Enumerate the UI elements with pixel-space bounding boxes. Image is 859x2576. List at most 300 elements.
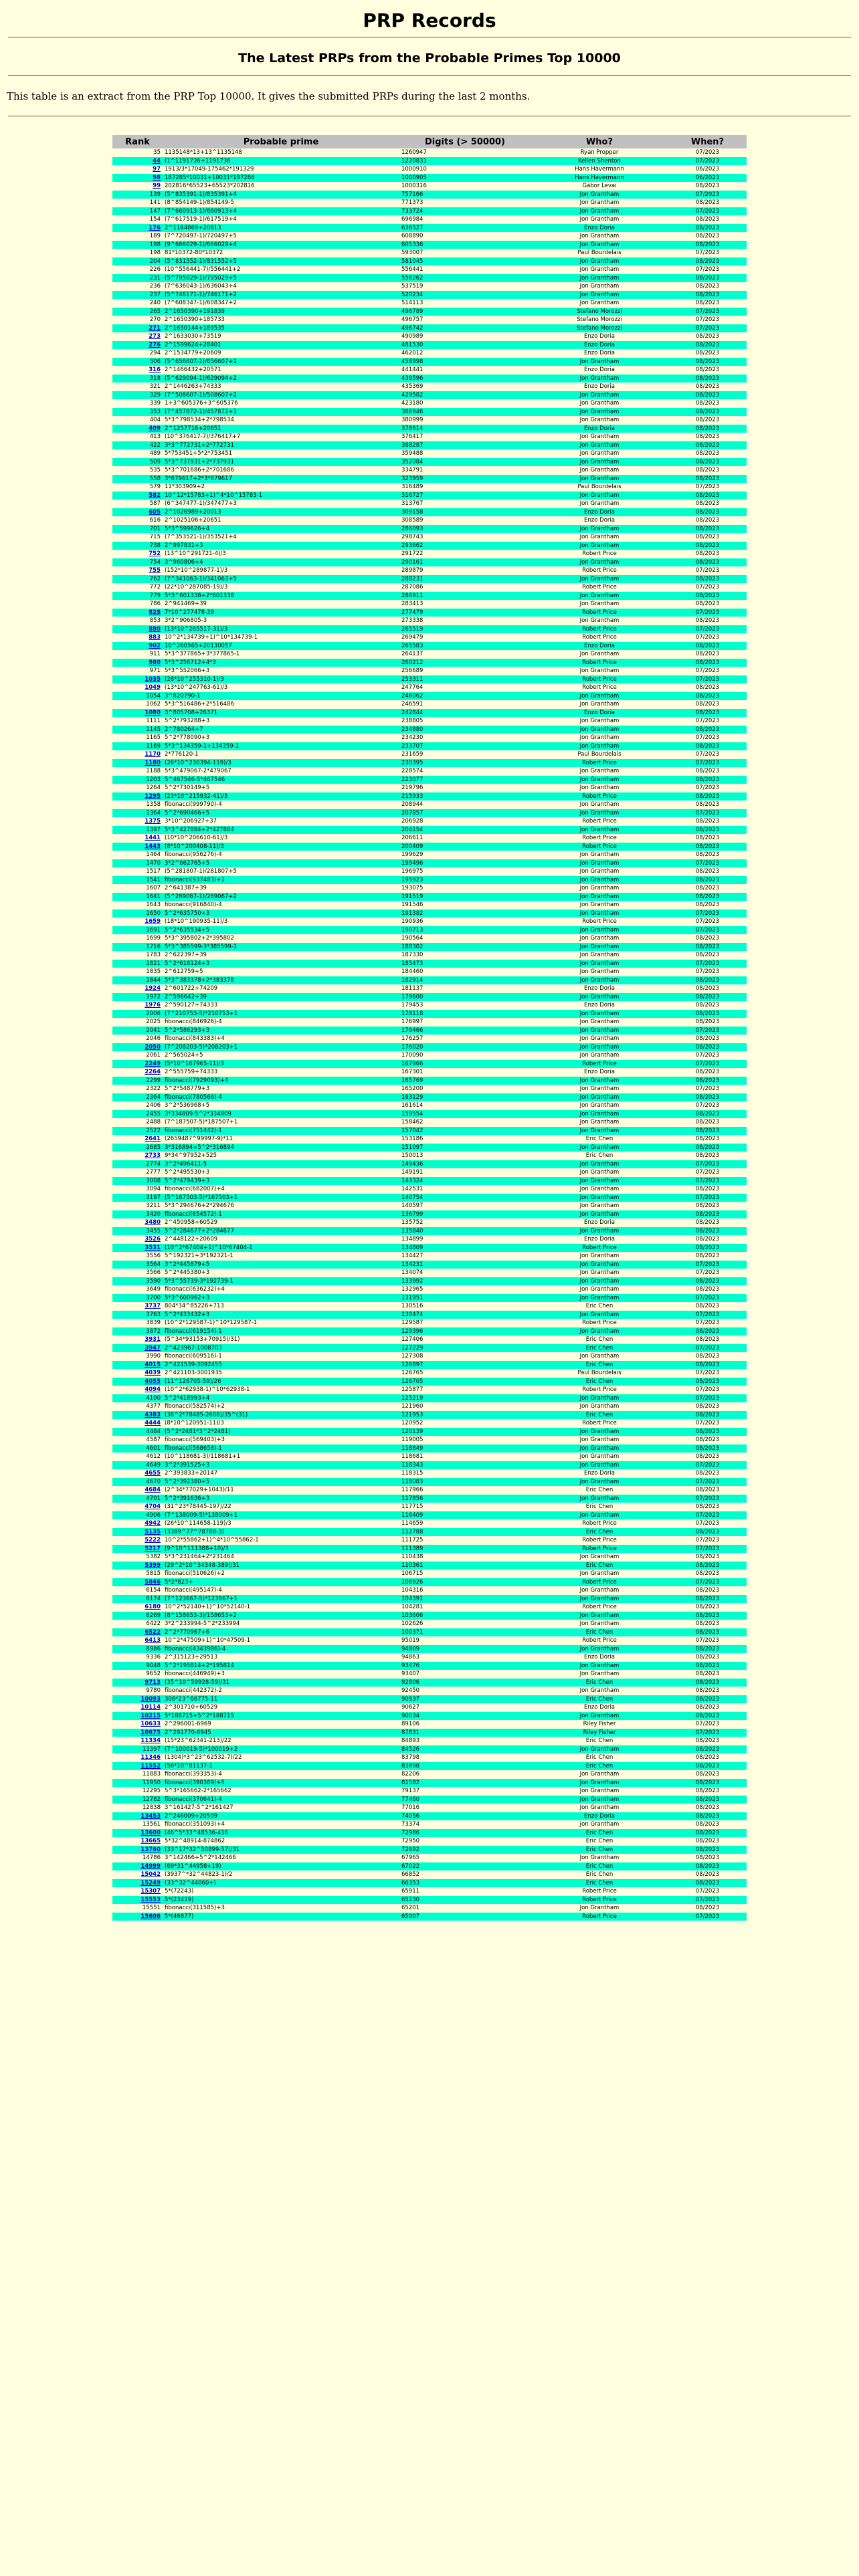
when-cell: 07/2023 [668, 566, 747, 575]
rank-cell[interactable] [112, 550, 163, 558]
rank-cell[interactable] [112, 1636, 163, 1645]
rank-cell[interactable] [112, 792, 163, 801]
rank-link[interactable]: 5399 [145, 1562, 161, 1569]
rank-link[interactable]: 1924 [145, 985, 161, 992]
rank-cell[interactable] [112, 492, 163, 500]
rank-link[interactable]: 2050 [145, 1043, 161, 1051]
rank-link[interactable]: 5222 [145, 1537, 161, 1543]
rank-cell[interactable] [112, 1695, 163, 1704]
rank-cell[interactable] [112, 1737, 163, 1745]
rank-cell[interactable] [112, 224, 163, 233]
when-cell: 08/2023 [668, 1018, 747, 1027]
when-cell: 07/2023 [668, 809, 747, 818]
rank-cell[interactable] [112, 1001, 163, 1010]
when-cell: 07/2023 [668, 1578, 747, 1587]
rank-link[interactable]: 271 [149, 324, 161, 332]
rank-cell[interactable] [112, 1369, 163, 1378]
rank-cell[interactable] [112, 675, 163, 684]
when-cell: 08/2023 [668, 867, 747, 876]
rank-link[interactable]: 4704 [145, 1503, 161, 1510]
when-cell: 07/2023 [668, 750, 747, 759]
when-cell: 08/2023 [668, 1837, 747, 1846]
rank-cell[interactable] [112, 1812, 163, 1821]
rank-cell: 1844 [112, 976, 163, 985]
digits-cell: 93407 [399, 1670, 531, 1679]
digits-cell: 496742 [399, 324, 531, 333]
rank-link[interactable]: 828 [149, 609, 161, 616]
rank-cell: 4484 [112, 1428, 163, 1436]
prime-cell: 3*2^233994-5^2*233994 [163, 1620, 399, 1628]
rank-cell[interactable] [112, 642, 163, 651]
digits-cell: 121960 [399, 1402, 531, 1411]
table-row [112, 1904, 747, 1913]
who-cell: Jon Grantham [531, 525, 668, 534]
rank-link[interactable]: 1443 [145, 843, 161, 850]
who-cell: Paul Bourdelais [531, 750, 668, 759]
rank-link[interactable]: 3480 [145, 1219, 161, 1226]
rank-cell[interactable] [112, 843, 163, 851]
when-cell: 08/2023 [668, 1712, 747, 1721]
when-cell: 08/2023 [668, 525, 747, 534]
when-cell: 07/2023 [668, 1194, 747, 1202]
rank-link[interactable]: 4383 [145, 1411, 161, 1418]
rank-link[interactable]: 4039 [145, 1370, 161, 1376]
digits-cell: 110361 [399, 1562, 531, 1570]
rank-cell[interactable] [112, 1235, 163, 1244]
rank-link[interactable]: 5217 [145, 1545, 161, 1552]
digits-cell: 253311 [399, 675, 531, 684]
rank-link[interactable]: 4684 [145, 1487, 161, 1493]
prime-cell: (7^508607-1)/508607+2 [163, 391, 399, 400]
rank-cell[interactable] [112, 1335, 163, 1344]
who-cell: Jon Grantham [531, 408, 668, 417]
rank-cell[interactable] [112, 750, 163, 759]
digits-cell: 134231 [399, 1261, 531, 1269]
who-cell: Robert Price [531, 1319, 668, 1327]
table-row [112, 1361, 747, 1370]
digits-cell: 66852 [399, 1870, 531, 1879]
rank-link[interactable]: 4444 [145, 1420, 161, 1426]
digits-cell: 378614 [399, 425, 531, 433]
rank-link[interactable]: 176 [149, 224, 161, 231]
rank-link[interactable]: 3531 [145, 1244, 161, 1251]
rank-link[interactable]: 11334 [140, 1737, 161, 1744]
prime-cell: 2^1633030+73519 [163, 332, 399, 341]
digits-cell: 1000316 [399, 182, 531, 191]
rank-link[interactable]: 582 [149, 492, 161, 499]
rank-link[interactable]: 4015 [145, 1361, 161, 1368]
prime-cell: 5*3^377865+3*377865-1 [163, 650, 399, 659]
digits-cell: 144324 [399, 1177, 531, 1186]
rank-cell[interactable] [112, 508, 163, 517]
who-cell: Jon Grantham [531, 884, 668, 893]
table-row [112, 1519, 747, 1528]
when-cell: 08/2023 [668, 934, 747, 943]
who-cell: Jon Grantham [531, 951, 668, 960]
rank-cell[interactable] [112, 659, 163, 667]
table-row [112, 625, 747, 634]
who-cell: Jon Grantham [531, 449, 668, 458]
rank-link[interactable]: 2249 [145, 1060, 161, 1067]
prime-cell: 5*3^599626+4 [163, 525, 399, 534]
rank-cell[interactable] [112, 1896, 163, 1905]
rank-link[interactable]: 2641 [145, 1136, 161, 1142]
rank-link[interactable]: 883 [149, 634, 161, 641]
rank-link[interactable]: 15042 [140, 1871, 161, 1878]
rank-link[interactable]: 14999 [140, 1862, 161, 1870]
rank-cell: 4100 [112, 1394, 163, 1403]
rank-link[interactable]: 15249 [140, 1879, 161, 1887]
rank-link[interactable]: 902 [149, 642, 161, 649]
rank-link[interactable]: 13665 [140, 1838, 161, 1844]
prime-cell: (15*23^62341-213)/22 [163, 1737, 399, 1745]
prime-cell: (8*10^120951-11)/3 [163, 1419, 399, 1428]
rank-link[interactable]: 1049 [145, 684, 161, 691]
rank-link[interactable]: 1441 [145, 835, 161, 841]
who-cell: Jon Grantham [531, 1043, 668, 1052]
rank-cell[interactable] [112, 1720, 163, 1729]
table-row [112, 533, 747, 542]
rank-cell[interactable] [112, 817, 163, 826]
table-row [112, 207, 747, 216]
rank-link[interactable]: 3947 [145, 1344, 161, 1352]
digits-cell: 636527 [399, 224, 531, 233]
col-who: Who? [531, 135, 668, 148]
rank-link[interactable]: 11552 [140, 1762, 161, 1769]
rank-cell[interactable] [112, 1679, 163, 1687]
rank-cell[interactable] [112, 1729, 163, 1737]
rank-link[interactable]: 98 [153, 174, 161, 181]
rank-link[interactable]: 15553 [140, 1896, 161, 1903]
digits-cell: 386946 [399, 408, 531, 417]
when-cell: 08/2023 [668, 1870, 747, 1879]
rank-cell[interactable] [112, 1846, 163, 1854]
rank-cell[interactable] [112, 1829, 163, 1838]
rank-cell: 12782 [112, 1796, 163, 1804]
rank-cell[interactable] [112, 1603, 163, 1612]
who-cell: Jon Grantham [531, 215, 668, 224]
rank-link[interactable]: 13600 [140, 1829, 161, 1836]
rank-cell[interactable] [112, 566, 163, 575]
rank-link[interactable]: 6180 [145, 1604, 161, 1610]
digits-cell: 179600 [399, 993, 531, 1002]
digits-cell: 140597 [399, 1202, 531, 1210]
digits-cell: 496757 [399, 316, 531, 324]
prime-cell: 2^296001-6969 [163, 1720, 399, 1729]
digits-cell: 167301 [399, 1068, 531, 1077]
rank-cell[interactable] [112, 1043, 163, 1052]
prime-cell: (8^158653-3)/158653+2 [163, 1612, 399, 1620]
digits-cell: 66353 [399, 1879, 531, 1888]
table-row [112, 734, 747, 742]
digits-cell: 231659 [399, 750, 531, 759]
rank-link[interactable]: 1295 [145, 792, 161, 800]
who-cell: Jon Grantham [531, 976, 668, 985]
who-cell: Jon Grantham [531, 934, 668, 943]
prime-cell: 2^423967-1008703 [163, 1344, 399, 1353]
rank-link[interactable]: 4055 [145, 1378, 161, 1385]
rank-cell[interactable] [112, 425, 163, 433]
rank-cell[interactable] [112, 157, 163, 166]
table-row [112, 1770, 747, 1779]
prime-cell: (9^10^111388+10)/3 [163, 1545, 399, 1553]
when-cell: 08/2023 [668, 433, 747, 441]
rank-cell[interactable] [112, 1244, 163, 1253]
prime-cell: fibonacci(442372)-2 [163, 1687, 399, 1695]
rank-cell[interactable] [112, 165, 163, 174]
rank-link[interactable]: 605 [149, 508, 161, 516]
rank-link[interactable]: 2733 [145, 1152, 161, 1159]
who-cell: Jon Grantham [531, 1160, 668, 1169]
rank-cell[interactable] [112, 1753, 163, 1762]
digits-cell: 130516 [399, 1302, 531, 1311]
table-row [112, 1152, 747, 1160]
rank-cell[interactable] [112, 1411, 163, 1420]
table-row [112, 1311, 747, 1319]
rank-cell[interactable] [112, 1528, 163, 1537]
rank-cell[interactable] [112, 1378, 163, 1386]
rank-cell[interactable] [112, 1344, 163, 1353]
rank-link[interactable]: 10675 [140, 1729, 161, 1736]
rank-cell: 3872 [112, 1327, 163, 1336]
rank-link[interactable]: 15606 [140, 1913, 161, 1920]
digits-cell: 206611 [399, 834, 531, 843]
rank-link[interactable]: 1080 [145, 709, 161, 716]
rank-cell[interactable] [112, 1762, 163, 1771]
table-row [112, 1043, 747, 1052]
rank-cell[interactable] [112, 1913, 163, 1921]
rank-link[interactable]: 960 [149, 659, 161, 666]
rank-link[interactable]: 4942 [145, 1520, 161, 1527]
rank-link[interactable]: 1976 [145, 1002, 161, 1008]
rank-link[interactable]: 13760 [140, 1846, 161, 1853]
rank-link[interactable]: 5846 [145, 1578, 161, 1586]
rank-cell[interactable] [112, 1862, 163, 1871]
digits-cell: 316489 [399, 483, 531, 492]
rank-cell: 6154 [112, 1586, 163, 1595]
rank-link[interactable]: 1180 [145, 759, 161, 766]
digits-cell: 228574 [399, 767, 531, 776]
prime-cell: (10^2*67404+1)^10*67404-1 [163, 1244, 399, 1253]
digits-cell: 159554 [399, 1110, 531, 1119]
prime-cell: 5*3^601338+2*601338 [163, 592, 399, 601]
rank-cell[interactable] [112, 182, 163, 191]
when-cell: 08/2023 [668, 1679, 747, 1687]
rank-link[interactable]: 44 [153, 157, 161, 165]
prime-cell: (36^2*78485-2606)/35^(31) [163, 1411, 399, 1420]
rank-link[interactable]: 9713 [145, 1679, 161, 1686]
digits-cell: 130474 [399, 1311, 531, 1319]
who-cell: Jon Grantham [531, 776, 668, 784]
rank-link[interactable]: 10093 [140, 1695, 161, 1703]
rank-link[interactable]: 1659 [145, 918, 161, 925]
rank-cell[interactable] [112, 1703, 163, 1712]
rank-link[interactable]: 10215 [140, 1712, 161, 1719]
rank-cell[interactable] [112, 609, 163, 617]
digits-cell: 94809 [399, 1645, 531, 1654]
prime-cell: 10^2*55862+1)^4*10^55862-1 [163, 1536, 399, 1545]
prime-cell: 3^2*536968+5 [163, 1101, 399, 1110]
who-cell: Jon Grantham [531, 1252, 668, 1261]
rank-link[interactable]: 3526 [145, 1236, 161, 1243]
rank-link[interactable]: 99 [153, 183, 161, 189]
rank-cell[interactable] [112, 1152, 163, 1160]
rank-cell[interactable] [112, 625, 163, 634]
rank-cell[interactable] [112, 1712, 163, 1721]
rank-link[interactable]: 11346 [140, 1754, 161, 1761]
rank-cell: 353 [112, 408, 163, 417]
digits-cell: 293662 [399, 542, 531, 550]
rank-cell[interactable] [112, 1419, 163, 1428]
rank-link[interactable]: 1035 [145, 675, 161, 683]
prime-cell: (10^376417-7)/376417+7 [163, 433, 399, 441]
who-cell: Jon Grantham [531, 734, 668, 742]
rank-cell[interactable] [112, 984, 163, 993]
rank-cell[interactable] [112, 1519, 163, 1528]
when-cell: 08/2023 [668, 1093, 747, 1102]
digits-cell: 92450 [399, 1687, 531, 1695]
when-cell: 08/2023 [668, 466, 747, 475]
who-cell: Eric Chen [531, 1302, 668, 1311]
rank-link[interactable]: 13453 [140, 1812, 161, 1820]
who-cell: Jon Grantham [531, 1687, 668, 1695]
table-row [112, 1653, 747, 1662]
when-cell: 08/2023 [668, 1352, 747, 1361]
rank-cell[interactable] [112, 1879, 163, 1888]
rank-link[interactable]: 316 [149, 366, 161, 373]
rank-link[interactable]: 10114 [140, 1704, 161, 1711]
rank-cell[interactable] [112, 1545, 163, 1553]
digits-cell: 316727 [399, 492, 531, 500]
rank-cell[interactable] [112, 366, 163, 374]
rank-cell[interactable] [112, 1887, 163, 1896]
when-cell: 08/2023 [668, 1428, 747, 1436]
rank-cell[interactable] [112, 709, 163, 718]
rank-link[interactable]: 752 [149, 550, 161, 557]
when-cell: 07/2023 [668, 667, 747, 675]
when-cell: 08/2023 [668, 550, 747, 558]
rank-link[interactable]: 3737 [145, 1303, 161, 1309]
rank-cell: 1264 [112, 784, 163, 792]
digits-cell: 291722 [399, 550, 531, 558]
table-row [112, 1344, 747, 1353]
who-cell: Jon Grantham [531, 1570, 668, 1578]
table-row [112, 575, 747, 584]
rank-link[interactable]: 880 [149, 625, 161, 633]
rank-cell[interactable] [112, 1837, 163, 1846]
col-rank: Rank [112, 135, 163, 148]
rank-cell[interactable] [112, 633, 163, 642]
table-row [112, 458, 747, 467]
table-row [112, 592, 747, 601]
rank-cell[interactable] [112, 1218, 163, 1227]
rank-link[interactable]: 409 [149, 425, 161, 432]
who-cell: Jon Grantham [531, 1745, 668, 1754]
rank-link[interactable]: 5135 [145, 1528, 161, 1535]
rank-link[interactable]: 3931 [145, 1336, 161, 1343]
who-cell: Hans Havermann [531, 174, 668, 183]
rank-cell[interactable] [112, 1135, 163, 1144]
rank-link[interactable]: 4655 [145, 1470, 161, 1477]
rank-link[interactable]: 6413 [145, 1637, 161, 1644]
rank-cell[interactable] [112, 1469, 163, 1478]
rank-link[interactable]: 276 [149, 341, 161, 348]
digits-cell: 140754 [399, 1194, 531, 1202]
rank-cell[interactable] [112, 1361, 163, 1370]
rank-cell[interactable] [112, 1503, 163, 1511]
rank-link[interactable]: 1170 [145, 751, 161, 758]
rank-link[interactable]: 1375 [145, 818, 161, 825]
rank-cell[interactable] [112, 1536, 163, 1545]
who-cell: Eric Chen [531, 1344, 668, 1353]
table-row [112, 1578, 747, 1587]
rank-cell: 339 [112, 399, 163, 408]
who-cell: Jon Grantham [531, 282, 668, 291]
rank-cell[interactable] [112, 918, 163, 926]
rank-cell[interactable] [112, 1486, 163, 1495]
table-row [112, 1277, 747, 1286]
rank-link[interactable]: 10633 [140, 1721, 161, 1727]
rank-cell[interactable] [112, 1870, 163, 1879]
rank-link[interactable]: 2264 [145, 1069, 161, 1075]
rank-cell[interactable] [112, 332, 163, 341]
rank-link[interactable]: 97 [153, 166, 161, 173]
rank-cell: 3564 [112, 1261, 163, 1269]
when-cell: 08/2023 [668, 558, 747, 567]
who-cell: Eric Chen [531, 1503, 668, 1511]
rank-cell[interactable] [112, 1068, 163, 1077]
rank-cell[interactable] [112, 324, 163, 333]
rank-cell[interactable] [112, 1578, 163, 1587]
rank-cell[interactable] [112, 1302, 163, 1311]
table-row [112, 776, 747, 784]
rank-cell[interactable] [112, 174, 163, 183]
rank-link[interactable]: 4094 [145, 1386, 161, 1393]
rank-cell: 4612 [112, 1453, 163, 1461]
rank-cell: 4649 [112, 1461, 163, 1470]
when-cell: 08/2023 [668, 224, 747, 233]
rank-cell[interactable] [112, 1628, 163, 1637]
rank-link[interactable]: 15307 [140, 1888, 161, 1895]
table-row [112, 1101, 747, 1110]
when-cell: 08/2023 [668, 1235, 747, 1244]
rank-cell[interactable] [112, 1386, 163, 1394]
rank-cell[interactable] [112, 1060, 163, 1069]
table-row [112, 1495, 747, 1503]
digits-cell: 103606 [399, 1612, 531, 1620]
rank-cell[interactable] [112, 341, 163, 350]
rank-link[interactable]: 755 [149, 567, 161, 574]
when-cell: 08/2023 [668, 1695, 747, 1704]
when-cell: 08/2023 [668, 257, 747, 266]
rank-cell[interactable] [112, 683, 163, 692]
prime-cell: 5*3^294676+2*294676 [163, 1202, 399, 1210]
page-title: PRP Records [363, 9, 496, 31]
prime-cell: (8*10^200408-11)/3 [163, 843, 399, 851]
rank-cell[interactable] [112, 834, 163, 843]
who-cell: Jon Grantham [531, 993, 668, 1002]
rank-link[interactable]: 273 [149, 333, 161, 340]
digits-cell: 134427 [399, 1252, 531, 1261]
rank-cell[interactable] [112, 759, 163, 768]
rank-cell: 5815 [112, 1570, 163, 1578]
rank-link[interactable]: 6522 [145, 1628, 161, 1636]
rank-cell[interactable] [112, 1562, 163, 1570]
table-row [112, 316, 747, 324]
who-cell: Jon Grantham [531, 1662, 668, 1671]
digits-cell: 207857 [399, 809, 531, 818]
who-cell: Jon Grantham [531, 901, 668, 909]
